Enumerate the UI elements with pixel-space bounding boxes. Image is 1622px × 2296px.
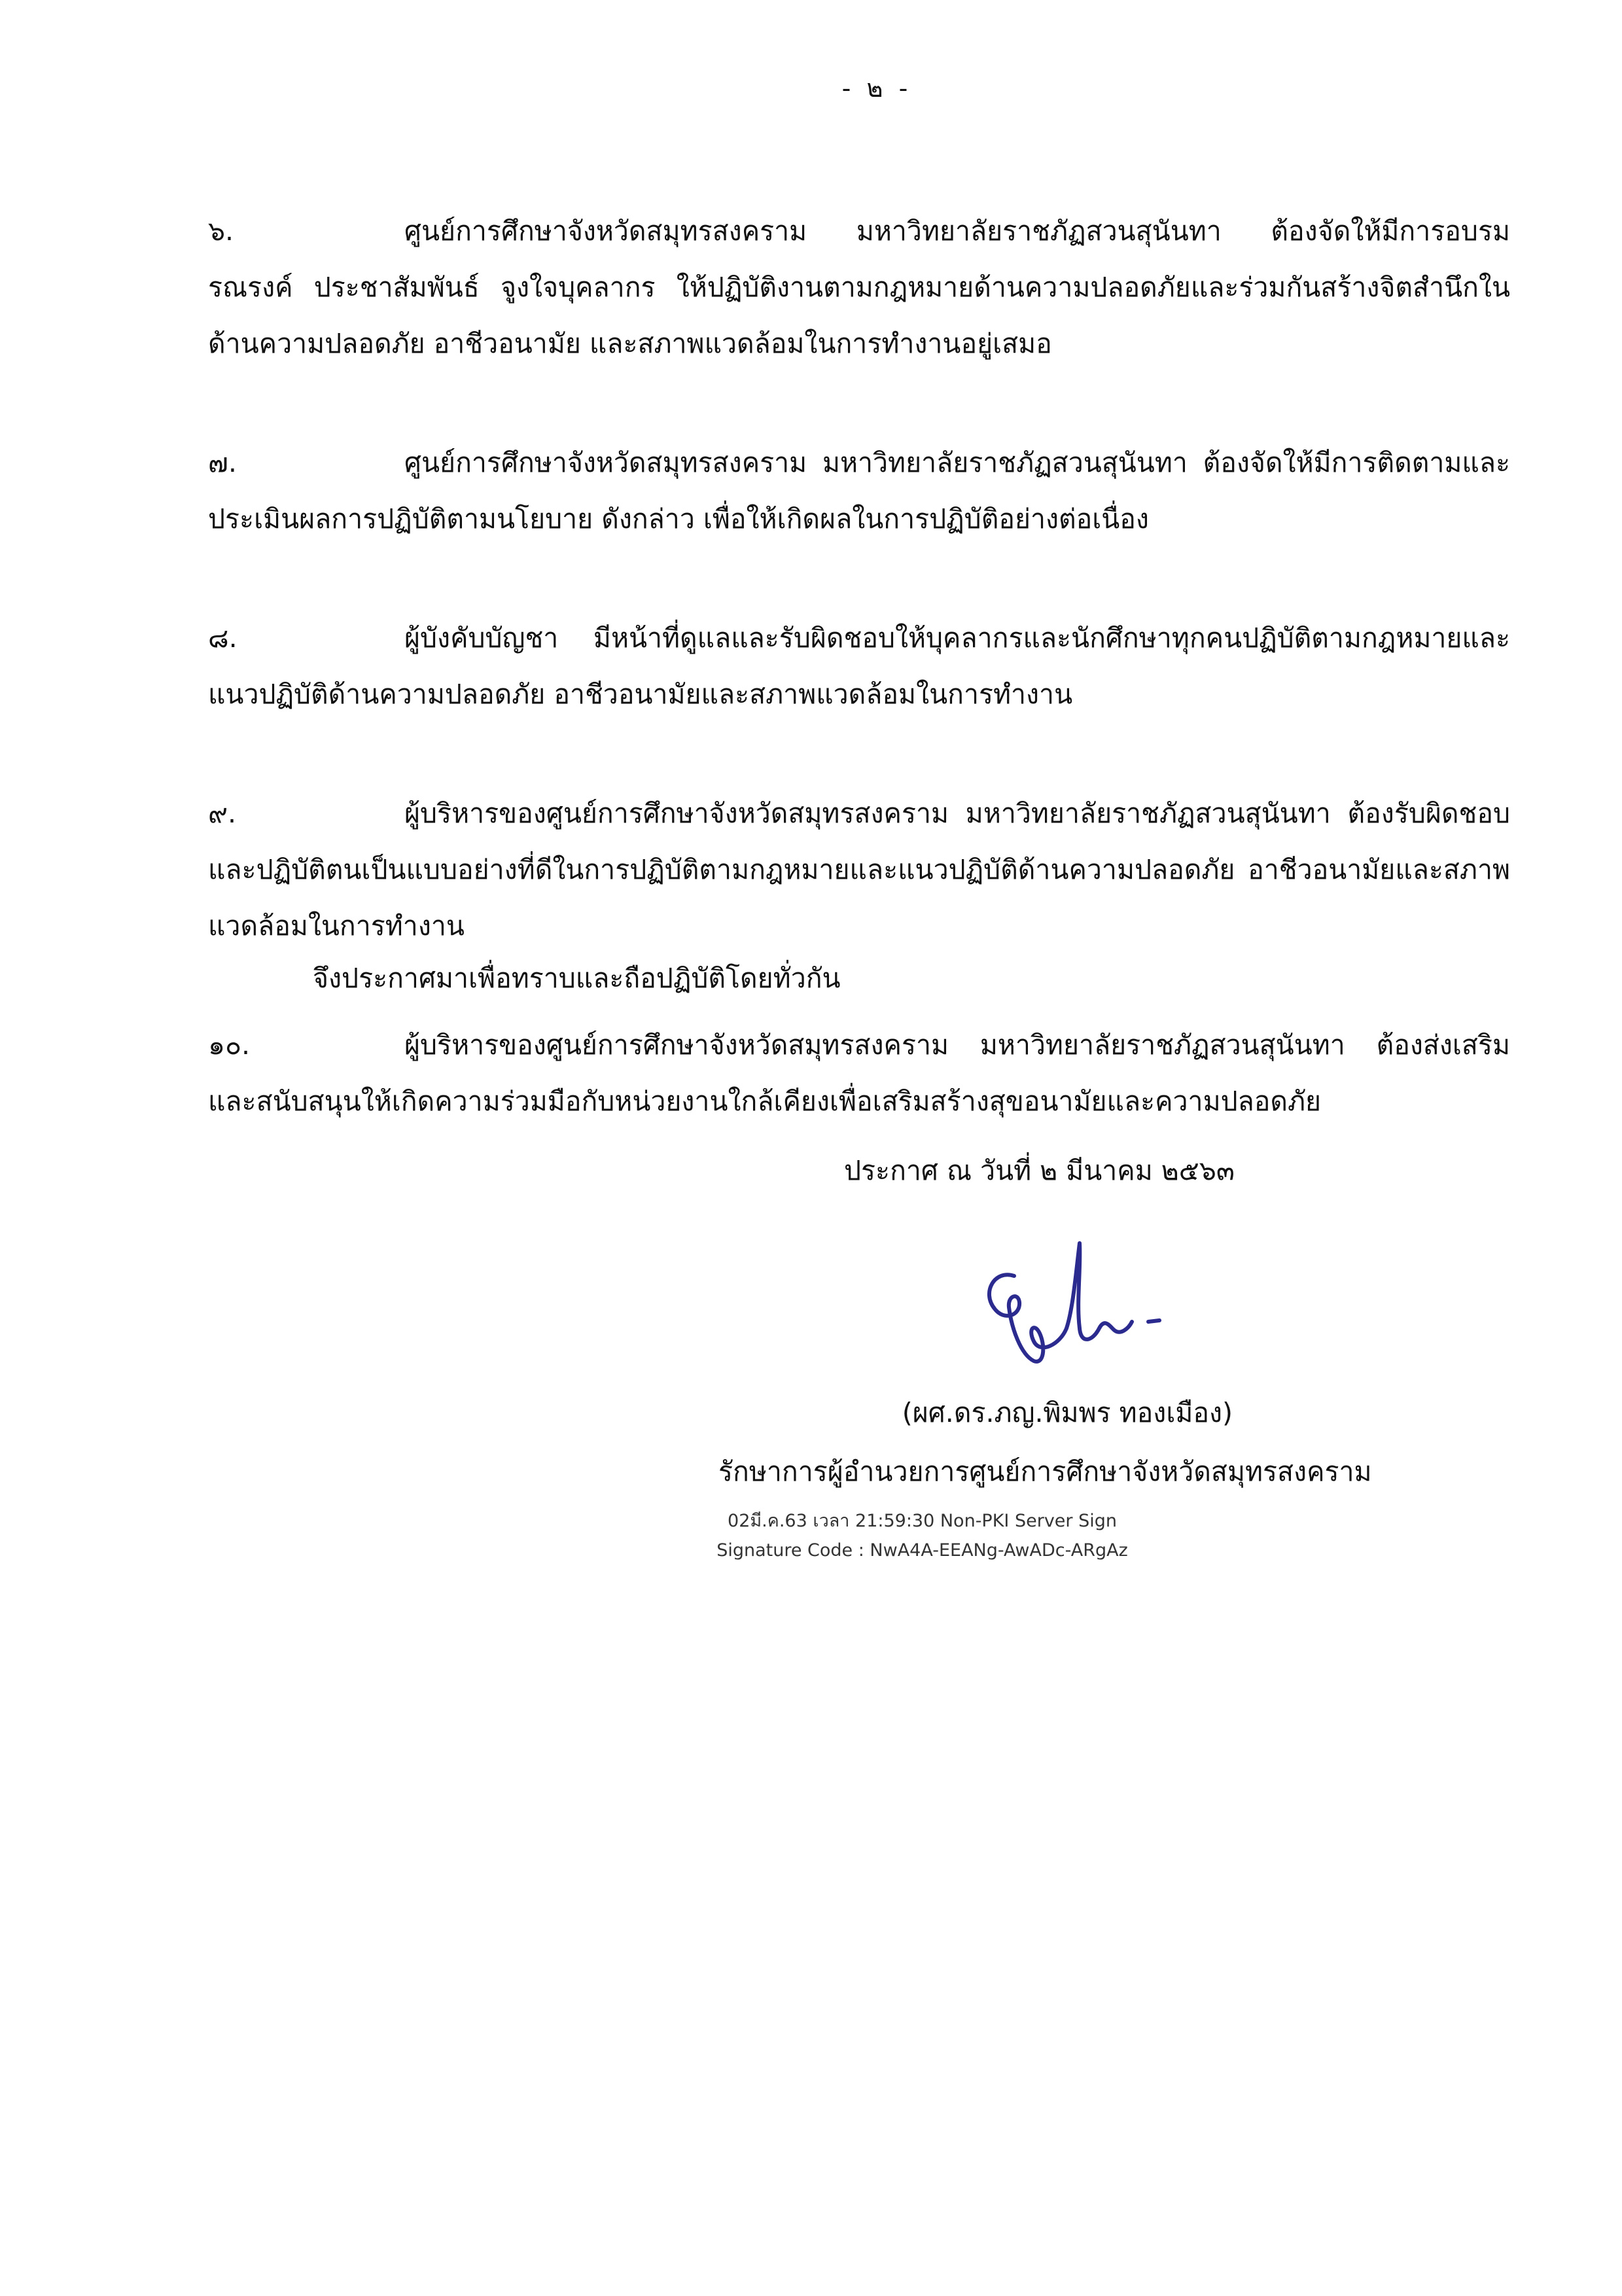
clause-9 [208,785,1510,954]
clause-8 [208,610,1510,722]
clause-6-text: ศูนย์การศึกษาจังหวัดสมุทรสงคราม มหาวิทยาลัยราชภัฏสวนสุนันทา ต้องจัดให้มีการอบรม รณรงค์ ประชาสัมพันธ์ จูงใจบุคลากร ให้ปฏิบัติงานตามกฎหมายด้านความปลอดภัยและร่วมกันสร้างจิตสำนึกในด้านความปลอดภัย อาชีวอนามัย และสภาพแวดล้อมในการทำงานอยู่เสมอ [208,215,1510,359]
clause-7 [208,434,1510,547]
clause-10-text: ผู้บริหารของศูนย์การศึกษาจังหวัดสมุทรสงคราม มหาวิทยาลัยราชภัฏสวนสุนันทา ต้องส่งเสริมและสนับสนุนให้เกิดความร่วมมือกับหน่วยงานใกล้เคียงเพื่อเสริมสร้างสุขอนามัยและความปลอดภัย [208,1029,1510,1117]
page-number: - ๒ - [841,74,912,103]
closing-statement: จึงประกาศมาเพื่อทราบและถือปฏิบัติโดยทั่วกัน [313,963,841,994]
clause-10-number: ๑๐. [208,1029,251,1061]
document-body [208,203,1510,1192]
clause-9-text: ผู้บริหารของศูนย์การศึกษาจังหวัดสมุทรสงคราม มหาวิทยาลัยราชภัฏสวนสุนันทา ต้องรับผิดชอบและปฏิบัติตนเป็นแบบอย่างที่ดีในการปฏิบัติตามกฎหมายและแนวปฏิบัติด้านความปลอดภัย อาชีวอนามัยและสภาพแวดล้อมในการทำงาน [208,798,1510,942]
clause-9-number: ๙. [208,798,237,829]
clause-10 [208,1017,1510,1129]
digital-sign-timestamp: 02มี.ค.63 เวลา 21:59:30 Non-PKI Server Sign [728,1511,1117,1531]
signature-stroke-dash [1148,1320,1159,1322]
clause-8-number: ๘. [208,622,238,654]
handwritten-signature [968,1230,1191,1381]
clause-7-number: ๗. [208,447,237,478]
clause-6 [208,203,1510,372]
digital-sign-code: Signature Code : NwA4A-EEANg-AwADc-ARgAz [716,1540,1128,1561]
clause-7-text: ศูนย์การศึกษาจังหวัดสมุทรสงคราม มหาวิทยาลัยราชภัฏสวนสุนันทา ต้องจัดให้มีการติดตามและประเมินผลการปฏิบัติตามนโยบาย ดังกล่าว เพื่อให้เกิดผลในการปฏิบัติอย่างต่อเนื่อง [208,447,1510,535]
signer-name-text: (ผศ.ดร.ภญ.พิมพร ทองเมือง) [902,1397,1233,1428]
signature-stroke-main [989,1243,1132,1362]
clause-8-text: ผู้บังคับบัญชา มีหน้าที่ดูแลและรับผิดชอบให้บุคลากรและนักศึกษาทุกคนปฏิบัติตามกฎหมายและแนวปฏิบัติด้านความปลอดภัย อาชีวอนามัยและสภาพแวดล้อมในการทำงาน [208,622,1510,710]
signer-name [0,1385,1622,1441]
announcement-date: ประกาศ ณ วันที่ ๒ มีนาคม ๒๕๖๓ [844,1155,1235,1186]
signer-title: รักษาการผู้อำนวยการศูนย์การศึกษาจังหวัดสมุทรสงคราม [718,1456,1372,1487]
clause-6-number: ๖. [208,215,234,247]
